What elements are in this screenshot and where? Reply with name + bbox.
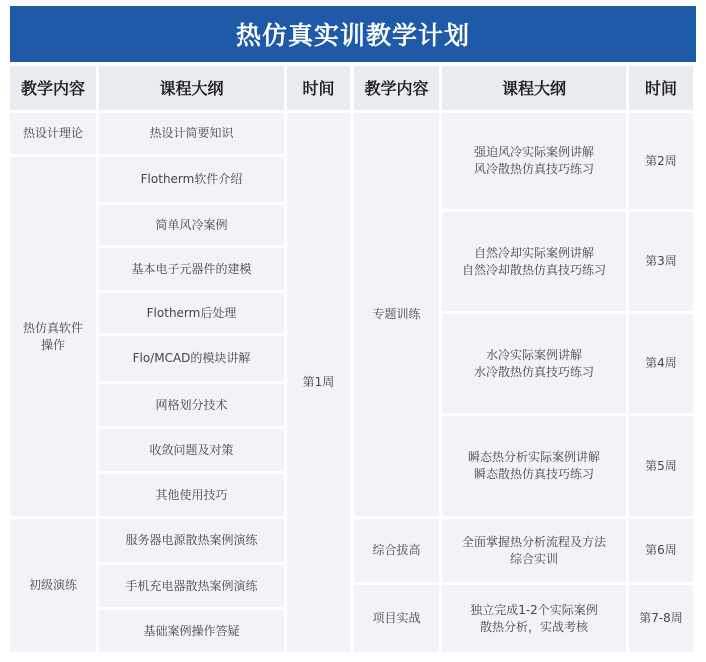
section-special-training: 专题训练 — [354, 113, 439, 516]
outline-item: 强迫风冷实际案例讲解 风冷散热仿真技巧练习 — [442, 113, 626, 209]
header-time-right: 时间 — [629, 66, 693, 110]
outline-item: 热设计简要知识 — [99, 113, 284, 154]
outline-item: 瞬态热分析实际案例讲解 瞬态散热仿真技巧练习 — [442, 416, 626, 516]
outline-item: 水冷实际案例讲解 水冷散热仿真技巧练习 — [442, 314, 626, 413]
time-week: 第6周 — [629, 519, 693, 582]
outline-item: 服务器电源散热案例演练 — [99, 519, 284, 562]
outline-item: 其他使用技巧 — [99, 474, 284, 516]
outline-item: 手机充电器散热案例演练 — [99, 565, 284, 607]
section-comprehensive: 综合拔高 — [354, 519, 439, 582]
outline-item: Flotherm软件介绍 — [99, 157, 284, 202]
time-week-1: 第1周 — [287, 113, 350, 652]
header-content-right: 教学内容 — [354, 66, 439, 110]
page-title: 热仿真实训教学计划 — [10, 6, 696, 62]
time-week: 第7-8周 — [629, 585, 693, 652]
outline-item: 基础案例操作答疑 — [99, 610, 284, 652]
outline-item: 自然冷却实际案例讲解 自然冷却散热仿真技巧练习 — [442, 212, 626, 311]
section-thermal-theory: 热设计理论 — [10, 113, 96, 154]
outline-item: 全面掌握热分析流程及方法 综合实训 — [442, 519, 626, 582]
time-week: 第2周 — [629, 113, 693, 209]
time-week: 第3周 — [629, 212, 693, 311]
section-project-practice: 项目实战 — [354, 585, 439, 652]
outline-item: Flo/MCAD的模块讲解 — [99, 336, 284, 381]
outline-item: 网格划分技术 — [99, 384, 284, 426]
header-time-left: 时间 — [287, 66, 350, 110]
outline-item: 简单风冷案例 — [99, 205, 284, 245]
time-week: 第4周 — [629, 314, 693, 413]
outline-item: Flotherm后处理 — [99, 293, 284, 333]
section-software-operation: 热仿真软件 操作 — [10, 157, 96, 516]
outline-item: 独立完成1-2个实际案例 散热分析，实战考核 — [442, 585, 626, 652]
header-outline-right: 课程大纲 — [442, 66, 626, 110]
header-content-left: 教学内容 — [10, 66, 96, 110]
time-week: 第5周 — [629, 416, 693, 516]
outline-item: 基本电子元器件的建模 — [99, 248, 284, 290]
section-beginner-practice: 初级演练 — [10, 519, 96, 652]
outline-item: 收敛问题及对策 — [99, 429, 284, 471]
header-outline-left: 课程大纲 — [99, 66, 284, 110]
